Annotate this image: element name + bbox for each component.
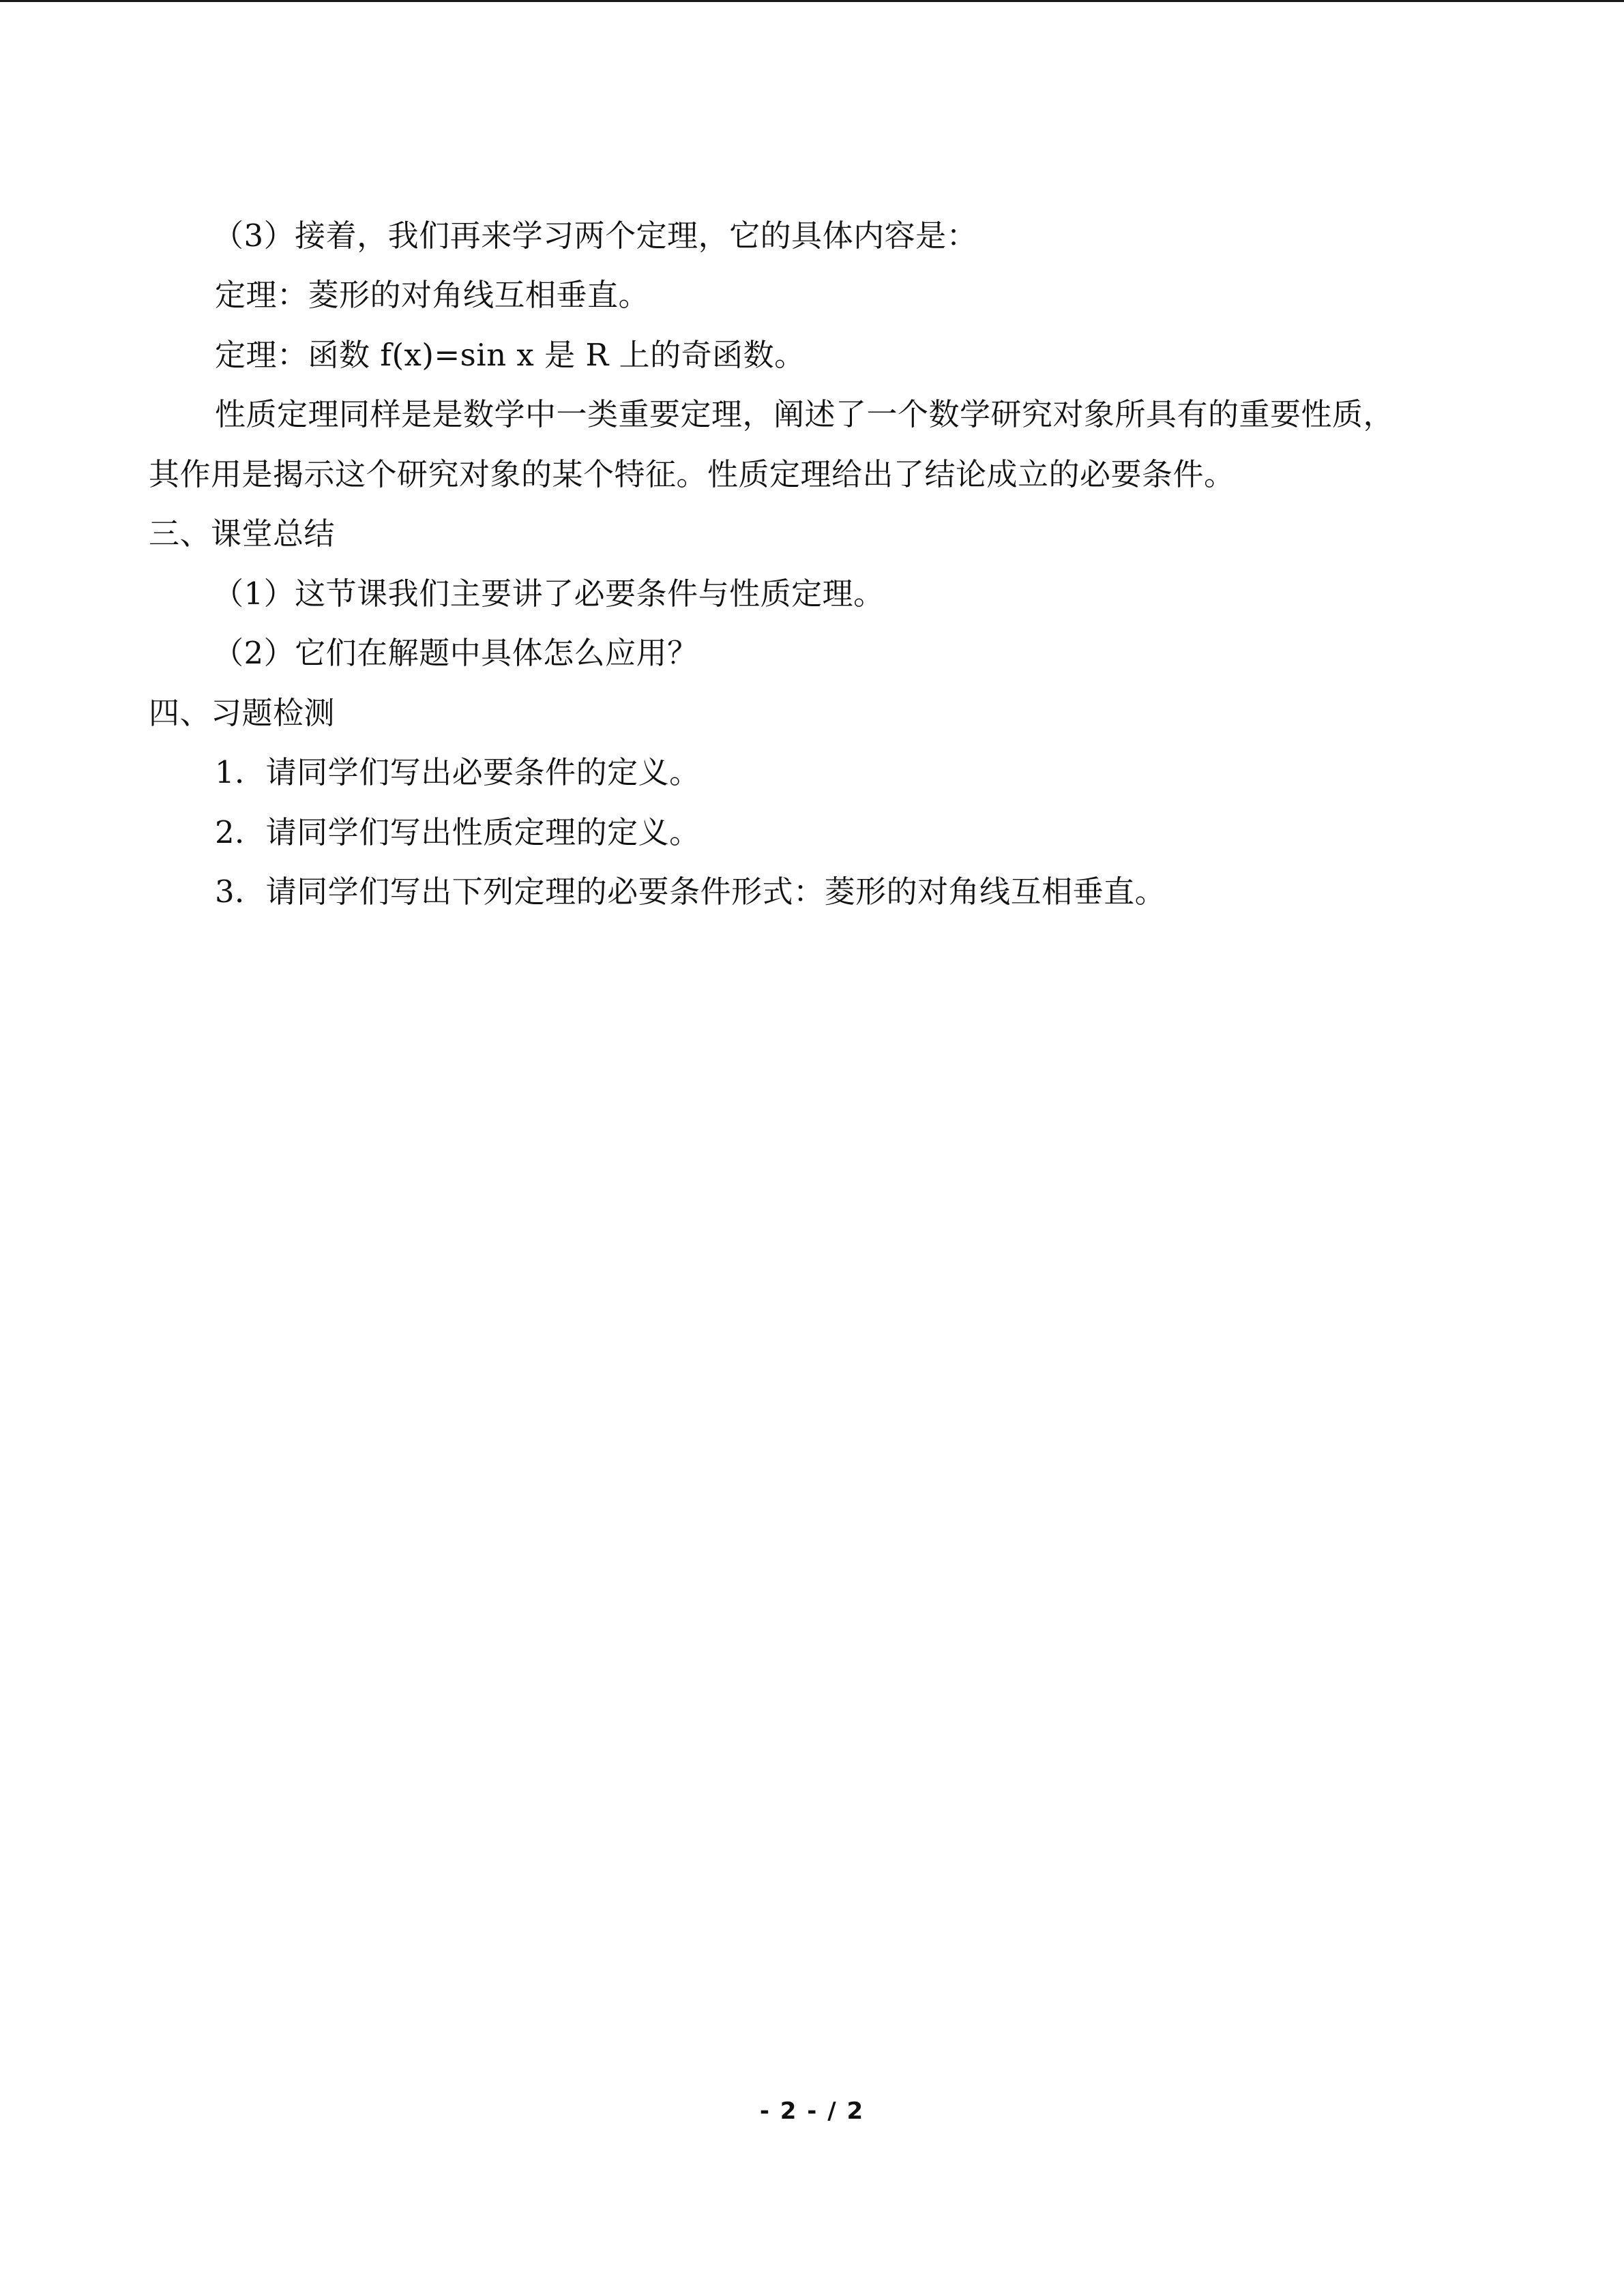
summary-item: （1）这节课我们主要讲了必要条件与性质定理。: [213, 576, 885, 612]
section-heading-exercises: 四、习题检测: [149, 695, 336, 731]
summary-item: （2）它们在解题中具体怎么应用？: [213, 635, 698, 671]
paragraph-property-theorem-line1: 性质定理同样是是数学中一类重要定理，阐述了一个数学研究对象所具有的重要性质，: [215, 396, 1395, 432]
paragraph-property-theorem-line2: 其作用是揭示这个研究对象的某个特征。性质定理给出了结论成立的必要条件。: [149, 456, 1235, 492]
exercise-item: 2．请同学们写出性质定理的定义。: [215, 814, 700, 850]
paragraph-theorem-sine: 定理：函数 f(x)=sin x 是 R 上的奇函数。: [215, 337, 806, 373]
section-heading-summary: 三、课堂总结: [149, 516, 336, 552]
paragraph-step-3: （3）接着，我们再来学习两个定理，它的具体内容是：: [213, 218, 978, 254]
paragraph-theorem-rhombus: 定理：菱形的对角线互相垂直。: [215, 277, 650, 313]
exercise-item: 3．请同学们写出下列定理的必要条件形式：菱形的对角线互相垂直。: [215, 874, 1166, 910]
exercise-item: 1．请同学们写出必要条件的定义。: [215, 754, 700, 790]
page-number: - 2 - / 2: [759, 2098, 865, 2125]
